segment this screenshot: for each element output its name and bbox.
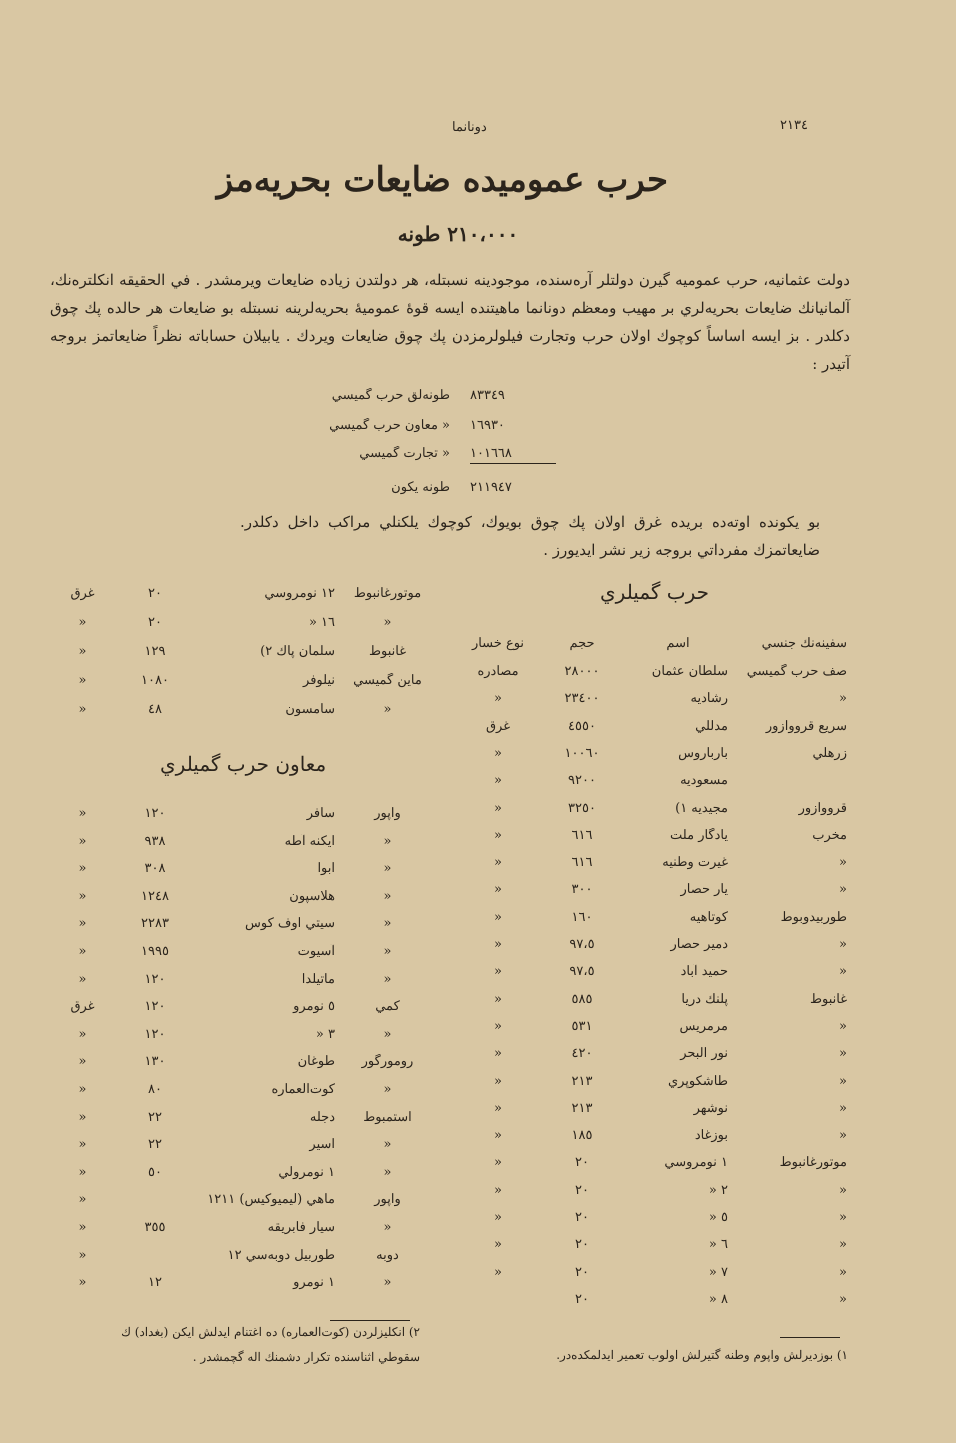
right-row-tonnage: ٣٠٠ (571, 882, 593, 897)
right-row-loss: « (494, 1019, 502, 1034)
left_bottom_rows-tonnage: ١٢٠ (144, 1027, 166, 1042)
right-row-class: مخرب (812, 828, 847, 843)
left_bottom_rows-loss: « (78, 1220, 87, 1235)
left_bottom_rows-tonnage: ١٣٠ (144, 1054, 166, 1069)
right-row-tonnage: ٣٢٥٠ (568, 801, 596, 816)
left_top_rows-class: غانبوط (368, 644, 407, 659)
right-row-tonnage: ٥٣١ (571, 1019, 593, 1034)
left_bottom_rows-class: استمبوط (363, 1110, 412, 1125)
right-row-class: « (839, 1292, 847, 1307)
left_top_rows-loss: غرق (70, 586, 95, 601)
left_bottom_rows-name: هلاسپون (289, 889, 335, 904)
left_bottom_rows-class: « (383, 944, 392, 959)
left_bottom_rows-loss: « (78, 1248, 87, 1263)
auxiliary-heading: معاون حرب گميلري (160, 752, 327, 776)
left_bottom_rows-name: سافر (306, 806, 335, 821)
left_bottom_rows-class: « (383, 889, 392, 904)
right-row-class: « (839, 1183, 847, 1198)
right-row-class: « (839, 1074, 847, 1089)
right-row-name: نوشهر (693, 1101, 728, 1116)
left_bottom_rows-name: سيار فابريقه (267, 1220, 335, 1235)
left_bottom_rows-class: « (383, 916, 392, 931)
right-row-tonnage: ٤٢٠ (571, 1046, 593, 1061)
right-row-name: مدللي (695, 719, 728, 734)
right-row-loss: « (494, 1046, 502, 1061)
summary-value: ١٦٩٣٠ (470, 418, 505, 433)
left_bottom_rows-name: اسير (309, 1137, 335, 1152)
page-title: حرب عموميده ضايعات بحريه‌مز (216, 160, 668, 200)
left_bottom_rows-tonnage: ٣٠٨ (144, 861, 166, 876)
right-row-class: صف حرب گميسي (746, 664, 847, 679)
right-row-class: « (839, 1019, 847, 1034)
left_bottom_rows-name: دجله (309, 1110, 335, 1125)
left_top_rows-class: ماين گميسي (353, 673, 422, 688)
left_top_rows-class: « (383, 615, 392, 630)
left_bottom_rows-loss: « (78, 889, 87, 904)
right-row-class: « (839, 937, 847, 952)
right-row-name: يار حصار (680, 882, 728, 897)
left_bottom_rows-loss: « (78, 1110, 87, 1125)
left_bottom_rows-loss: « (78, 806, 87, 821)
right-row-class: غانبوط (809, 992, 847, 1007)
left_bottom_rows-class: « (383, 1275, 392, 1290)
left_bottom_rows-class: كمي (375, 999, 400, 1014)
right-row-loss: « (494, 855, 502, 870)
left_top_rows-tonnage: ٤٨ (148, 702, 162, 717)
footnote-left-line1: ٢) انكليزلردن (كوت‌العماره) ده اغتنام ايدلش ايكن (بغداد) ك (121, 1325, 420, 1339)
right-row-name: ٨ « (708, 1292, 728, 1307)
right-row-class: موتورغانبوط (779, 1155, 847, 1170)
right-row-loss: « (494, 1265, 502, 1280)
left_bottom_rows-loss: « (78, 1054, 87, 1069)
summary-rule (470, 463, 556, 464)
footnote-rule-right (780, 1337, 840, 1338)
left_bottom_rows-tonnage: ١٢ (148, 1275, 162, 1290)
left_bottom_rows-loss: « (78, 1275, 87, 1290)
right-row-name: پلنك دريا (681, 992, 728, 1007)
right-row-tonnage: ٦١٦ (571, 855, 593, 870)
running-title: دونانما (452, 120, 487, 135)
left_bottom_rows-class: « (383, 834, 392, 849)
left_bottom_rows-class: « (383, 1220, 392, 1235)
right-row-name: يادگار ملت (670, 828, 728, 843)
left_top_rows-name: نيلوفر (303, 673, 335, 688)
summary-total-label: طونه يكون (391, 480, 450, 495)
left_bottom_rows-loss: « (78, 1027, 87, 1042)
left_bottom_rows-loss: « (78, 1165, 87, 1180)
right-row-class: « (839, 1046, 847, 1061)
right-row-name: ١ نومروسي (664, 1155, 728, 1170)
right-row-class: « (839, 1128, 847, 1143)
left_bottom_rows-class: « (383, 1165, 392, 1180)
left_top_rows-loss: « (78, 673, 87, 688)
right-row-loss: « (494, 992, 502, 1007)
right-row-name: ٧ « (708, 1265, 728, 1280)
right-row-name: سلطان عثمان (651, 664, 728, 679)
summary-label: « تجارت گميسي (359, 446, 450, 461)
right-row-loss: مصادره (477, 664, 519, 679)
right-row-class: سريع قرووازور (765, 719, 847, 734)
right-row-loss: « (494, 1183, 502, 1198)
note-paragraph: بو يكونده اوته‌ده بريده غرق اولان پك چوق بويوك، كوچوك يلكنلي مراكب داخل دكلدر. ضايعاتمزك مفرداتي بروجه زير نشر ايديورز . (240, 513, 820, 559)
right-row-loss: « (494, 691, 502, 706)
right-row-loss: « (494, 910, 502, 925)
left_bottom_rows-loss: غرق (70, 999, 95, 1014)
left_bottom_rows-name: آسيوت (297, 944, 335, 959)
right-row-class: « (839, 882, 847, 897)
left_bottom_rows-class: « (383, 861, 392, 876)
right-row-tonnage: ٢٠ (575, 1155, 589, 1170)
right-row-loss: « (494, 801, 502, 816)
left_bottom_rows-class: « (383, 1137, 392, 1152)
left_bottom_rows-tonnage: ٢٢ (148, 1137, 162, 1152)
left_top_rows-loss: « (78, 702, 87, 717)
footnote-rule-left (330, 1320, 410, 1321)
right-row-tonnage: ٩٢٠٠ (568, 773, 596, 788)
summary-label: « معاون حرب گميسي (329, 418, 450, 433)
left_bottom_rows-class: رومورگور (361, 1054, 414, 1069)
left_top_rows-name: ١٦ « (308, 615, 335, 630)
left_top_rows-loss: « (78, 644, 87, 659)
left_bottom_rows-loss: « (78, 861, 87, 876)
right-row-loss: « (494, 964, 502, 979)
left_top_rows-class: موتورغانبوط (353, 586, 422, 601)
left_top_rows-name: سلمان پاك ٢) (260, 644, 335, 659)
left_top_rows-name: ١٢ نومروسي (264, 586, 335, 601)
left_bottom_rows-name: ١ نومرولي (278, 1165, 335, 1180)
left_bottom_rows-name: ماتيلدا (301, 972, 335, 987)
left_bottom_rows-tonnage: ١٩٩٥ (141, 944, 169, 959)
right-row-loss: « (494, 773, 502, 788)
right-row-tonnage: ١٠٠٦٠ (564, 746, 600, 761)
warships-heading: حرب گميلري (600, 580, 710, 604)
right-row-name: حميد آباد (680, 964, 728, 979)
right-row-name: باربا‌روس (678, 746, 728, 761)
left_bottom_rows-name: ١ نومرو (293, 1275, 335, 1290)
left_bottom_rows-tonnage: ١٢٠ (144, 999, 166, 1014)
right-row-tonnage: ٢٠ (575, 1210, 589, 1225)
right-row-tonnage: ٢١٣ (571, 1101, 593, 1116)
right-row-class: « (839, 1265, 847, 1280)
right-row-loss: « (494, 1155, 502, 1170)
right-row-tonnage: ٥٨٥ (571, 992, 593, 1007)
right-row-class: زرهلي (812, 746, 847, 761)
left_bottom_rows-class: واپور (374, 806, 401, 821)
right-row-name: ٢ « (708, 1183, 728, 1198)
right-row-tonnage: ٩٧،٥ (569, 964, 595, 979)
right-row-tonnage: ٩٧،٥ (569, 937, 595, 952)
summary-value: ١٠١٦٦٨ (470, 446, 512, 461)
left_bottom_rows-tonnage: ١٢٤٨ (141, 889, 169, 904)
right-row-name: غيرت وطنيه (662, 855, 728, 870)
left_bottom_rows-tonnage: ١٢٠ (144, 972, 166, 987)
right-row-tonnage: ٢٠ (575, 1183, 589, 1198)
right-row-loss: « (494, 937, 502, 952)
right-row-loss: « (494, 1128, 502, 1143)
right-row-tonnage: ٢٨٠٠٠ (564, 664, 600, 679)
left_top_rows-tonnage: ١٢٩ (144, 644, 166, 659)
page-number: ٢١٣٤ (780, 118, 808, 133)
left_bottom_rows-class: « (383, 972, 392, 987)
right-row-class: قرووازور (798, 801, 847, 816)
left_bottom_rows-name: ٣ « (315, 1027, 335, 1042)
right-row-class: « (839, 855, 847, 870)
right-row-class: طوربيدوبوط (780, 910, 847, 925)
right-row-name: دمير حصار (670, 937, 728, 952)
right-row-tonnage: ٢٠ (575, 1292, 589, 1307)
right-row-class: « (839, 691, 847, 706)
right-row-class: « (839, 964, 847, 979)
left_bottom_rows-tonnage: ٨٠ (148, 1082, 162, 1097)
left_bottom_rows-loss: « (78, 1137, 87, 1152)
right-row-tonnage: ٢٣٤٠٠ (564, 691, 600, 706)
footnote-right: ١) بوزديرلش واپوم وطنه گتيرلش اولوب تعمير ايدلمكده‌در. (556, 1348, 848, 1362)
summary-total-value: ٢١١٩٤٧ (470, 480, 512, 495)
right-row-loss: « (494, 746, 502, 761)
left_bottom_rows-loss: « (78, 834, 87, 849)
left_bottom_rows-name: سيتي اوف كوس (245, 916, 335, 931)
right-row-name: طاشكوپري (667, 1074, 728, 1089)
left_top_rows-tonnage: ١٠٨٠ (141, 673, 169, 688)
right-row-loss: « (494, 1101, 502, 1116)
left_bottom_rows-tonnage: ٢٢٨٣ (141, 916, 169, 931)
left_top_rows-tonnage: ٢٠ (148, 586, 162, 601)
right-row-tonnage: ٤٥٥٠ (568, 719, 596, 734)
right-row-loss: « (494, 882, 502, 897)
left_bottom_rows-class: دوبه (376, 1248, 399, 1263)
right-row-name: بوزغاد (694, 1128, 728, 1143)
left_bottom_rows-loss: « (78, 1192, 87, 1207)
left_bottom_rows-loss: « (78, 972, 87, 987)
left_bottom_rows-tonnage: ٢٢ (148, 1110, 162, 1125)
left_bottom_rows-tonnage: ٩٣٨ (144, 834, 166, 849)
right-row-tonnage: ٢٠ (575, 1237, 589, 1252)
column-header-name: اسم (666, 636, 690, 651)
right-row-name: ٥ « (708, 1210, 728, 1225)
left_bottom_rows-tonnage: ٥٠ (148, 1165, 162, 1180)
right-row-name: ٦ « (708, 1237, 728, 1252)
right-row-tonnage: ١٨٥ (571, 1128, 593, 1143)
left_bottom_rows-name: طوربيل دوبه‌سي ١٢ (227, 1248, 335, 1263)
column-header-loss: نوع خسار (471, 636, 525, 651)
left_bottom_rows-loss: « (78, 944, 87, 959)
left_bottom_rows-class: « (383, 1027, 392, 1042)
left_bottom_rows-class: واپور (374, 1192, 401, 1207)
right-row-class: « (839, 1237, 847, 1252)
left_bottom_rows-name: ايكنه آطه (284, 834, 335, 849)
column-header-class: سفينه‌نك جنسي (761, 636, 847, 651)
left_bottom_rows-class: « (383, 1082, 392, 1097)
left_top_rows-name: سامسون (285, 702, 335, 717)
left_bottom_rows-name: ابوا (317, 861, 335, 876)
intro-paragraph: دولت عثمانيه، حرب عموميه گيرن دولتلر آره‌سنده، موجودينه نسبتله، هر دولتدن زياده ضايعات ويرمشدر . في الحقيقه انكلتره‌نك، آلمانيانك ضايعات بحريه‌لري بر مهيب ومعظم دونانما ماهيتنده ايسه قوهٔ عموميهٔ بحريه‌لرينه نسبتله بو ضايعات هر حالده پك چوق دكلدر . بز ايسه اساساً كوچوك اولان حرب وتجارت فيلولرمزدن پك چوق ضايعات ويردك . يابيلان حساباته نظراً ضايعاتمز بروجه آتيدر : (50, 271, 850, 373)
right-row-class: « (839, 1101, 847, 1116)
right-row-loss: « (494, 1237, 502, 1252)
right-row-loss: غرق (485, 719, 511, 734)
left_bottom_rows-name: ٥ نومرو (293, 999, 335, 1014)
summary-value: ٨٣٣٤٩ (470, 388, 505, 403)
left_bottom_rows-name: طوغان (297, 1054, 335, 1069)
right-row-name: رشاديه (690, 691, 728, 706)
right-row-tonnage: ١٦٠ (571, 910, 593, 925)
column-header-tonnage: حجم (569, 636, 595, 651)
right-row-tonnage: ٢١٣ (571, 1074, 593, 1089)
right-row-name: مجيديه ١) (675, 801, 728, 816)
right-row-tonnage: ٢٠ (575, 1265, 589, 1280)
right-row-loss: « (494, 828, 502, 843)
left_top_rows-loss: « (78, 615, 87, 630)
page-subtitle: ٢١٠،٠٠٠ طونه (397, 222, 519, 246)
right-row-class: « (839, 1210, 847, 1225)
left_bottom_rows-tonnage: ٣٥٥ (144, 1220, 166, 1235)
footnote-left-line2: سقوطي اثناسنده تكرار دشمنك اله گچمشدر . (192, 1350, 420, 1364)
left_bottom_rows-tonnage: ١٢٠ (144, 806, 166, 821)
left_top_rows-class: « (383, 702, 392, 717)
left_top_rows-tonnage: ٢٠ (148, 615, 162, 630)
summary-label: طونه‌لق حرب گميسي (331, 388, 450, 403)
right-row-name: مسعوديه (680, 773, 728, 788)
left_bottom_rows-loss: « (78, 1082, 87, 1097)
left_bottom_rows-loss: « (78, 916, 87, 931)
right-row-name: مرمريس (679, 1019, 728, 1034)
right-row-loss: « (494, 1074, 502, 1089)
right-row-name: كوتاهيه (689, 910, 728, 925)
left_bottom_rows-name: ماهي (ليميوكيس) ١٢١١ (207, 1192, 335, 1207)
left_bottom_rows-name: كوت‌العماره (271, 1082, 335, 1097)
right-row-name: نور البحر (680, 1046, 728, 1061)
right-row-loss: « (494, 1210, 502, 1225)
right-row-tonnage: ٦١٦ (571, 828, 593, 843)
